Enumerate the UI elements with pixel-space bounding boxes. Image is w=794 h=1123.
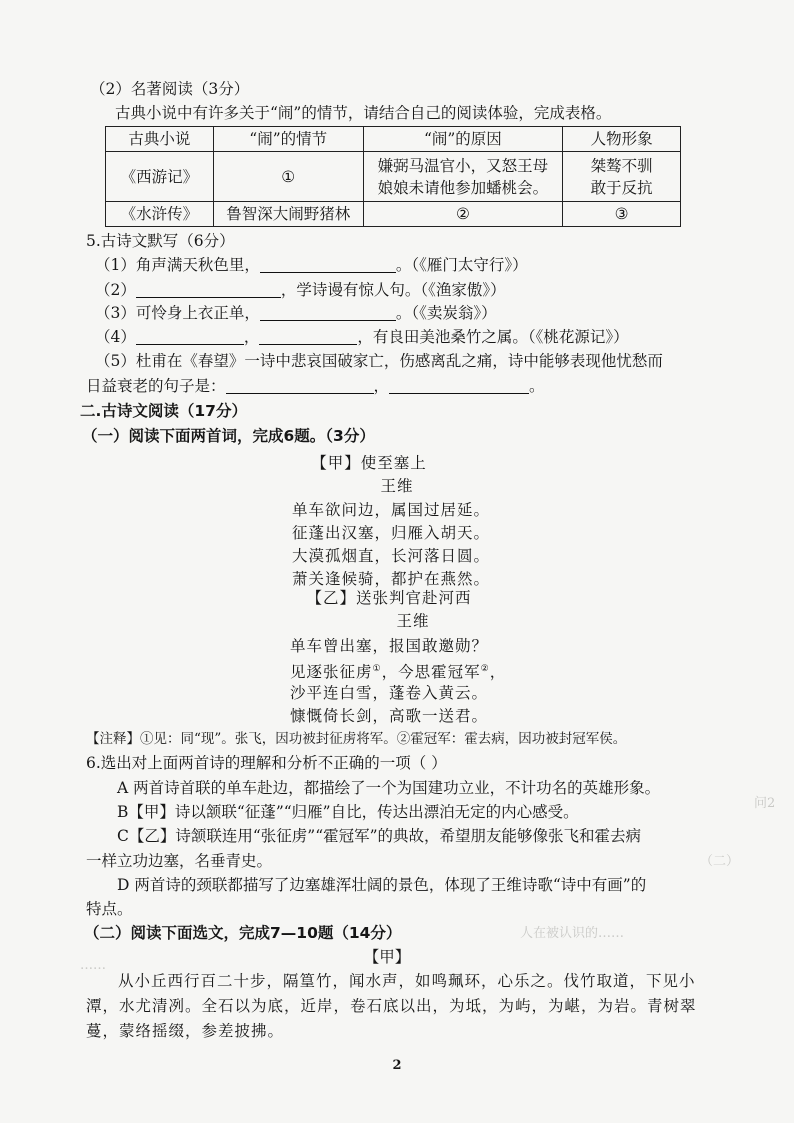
item-text: ，学诗谩有惊人句。（《渔家傲》）	[280, 281, 506, 299]
poem-2-line	[290, 658, 506, 683]
item-text: ，	[243, 328, 260, 346]
q6-option-b[interactable]: B【甲】诗以颔联“征蓬”“归雁”自比，传达出漂泊无定的内心感受。	[117, 803, 579, 821]
item-text: 。（《雁门太守行》）	[395, 256, 528, 274]
poem-1-author: 王维	[380, 477, 414, 495]
subsection-title: （二）阅读下面选文，完成7—10题（14分）	[84, 924, 402, 942]
poem-1-line: 单车欲问边，属国过居延。	[292, 501, 491, 519]
poem-1-line: 大漠孤烟直，长河落日圆。	[292, 547, 491, 565]
item-text: ，	[373, 377, 390, 395]
bleed-text: 问2	[754, 796, 776, 811]
poem-text: 见逐张征虏	[290, 663, 373, 682]
passage-line: 潭，水尤清冽。全石以为底，近岸，卷石底以出，为坻，为屿，为嵁，为岩。青树翠	[86, 997, 697, 1015]
poem-text: ，	[489, 663, 507, 682]
answer-blank[interactable]	[259, 328, 357, 345]
answer-blank[interactable]	[260, 304, 396, 321]
answer-blank[interactable]	[136, 281, 281, 298]
item-text: ，有良田美池桑竹之属。（《桃花源记》）	[357, 328, 629, 346]
q2-title: （2）名著阅读（3分）	[90, 80, 250, 98]
q5-item-4	[95, 326, 629, 348]
footnote-marker: ①	[372, 664, 382, 674]
subsection-title: （一）阅读下面两首词，完成6题。（3分）	[82, 427, 375, 445]
answer-blank[interactable]	[389, 377, 529, 394]
answer-blank[interactable]	[136, 328, 244, 345]
q5-item-2	[95, 279, 506, 301]
cell-line: 敢于反抗	[590, 178, 653, 197]
table-header: 人物形象	[563, 127, 681, 152]
table-cell: 鲁智深大闹野猪林	[213, 202, 363, 227]
item-text: 。	[529, 377, 545, 395]
item-text: 日益衰老的句子是：	[86, 377, 226, 395]
item-text: （2）	[95, 281, 136, 299]
table-cell	[363, 152, 563, 202]
bleed-text: （二）	[700, 854, 740, 869]
q6-option-c-cont: 一样立功边塞，名垂青史。	[86, 852, 273, 870]
poem-2-line: 单车曾出塞，报国敢邀勋？	[290, 637, 489, 655]
q6-option-d[interactable]: D 两首诗的颈联都描写了边塞雄浑壮阔的景色，体现了王维诗歌“诗中有画”的	[117, 876, 647, 894]
answer-blank[interactable]	[226, 377, 374, 394]
table-cell-answer-blank[interactable]: ③	[563, 202, 681, 227]
cell-line: 嫌弼马温官小，又怒王母	[377, 156, 549, 175]
poem-2-line: 慷慨倚长剑，高歌一送君。	[290, 707, 489, 725]
poem-1-line: 征蓬出汉塞，归雁入胡天。	[292, 524, 491, 542]
item-text: （3）可怜身上衣正单，	[95, 304, 260, 322]
table-cell: 《西游记》	[106, 152, 214, 202]
table-cell-answer-blank[interactable]: ②	[363, 202, 563, 227]
table-header: “闹”的原因	[363, 127, 563, 152]
q5-item-5-line1: （5）杜甫在《春望》一诗中悲哀国破家亡，伤感离乱之痛，诗中能够表现他忧愁而	[95, 352, 663, 370]
item-text: （1）角声满天秋色里，	[95, 256, 260, 274]
answer-blank[interactable]	[260, 256, 396, 273]
bleed-text: ……	[80, 958, 106, 973]
item-text: 。（《卖炭翁》）	[395, 304, 497, 322]
table-row	[106, 152, 681, 202]
footnote-marker: ②	[480, 664, 490, 674]
section-title: 二.古诗文阅读（17分）	[80, 402, 247, 420]
table-header: “闹”的情节	[213, 127, 363, 152]
table-header: 古典小说	[106, 127, 214, 152]
q2-instruction: 古典小说中有许多关于“闹”的情节，请结合自己的阅读体验，完成表格。	[115, 104, 612, 122]
q5-item-5-line2	[86, 375, 545, 397]
bleed-text: 人在被认识的……	[520, 926, 625, 941]
q6-stem: 6.选出对上面两首诗的理解和分析不正确的一项（ ）	[86, 754, 447, 772]
annotation-note: 【注释】①见：同“现”。张飞，因功被封征虏将军。②霍冠军：霍去病，因功被封冠军侯。	[86, 731, 627, 747]
passage-line: 蔓，蒙络摇缀，参差披拂。	[86, 1022, 285, 1040]
poem-2-title: 【乙】送张判官赴河西	[306, 589, 472, 607]
table-cell-answer-blank[interactable]: ①	[213, 152, 363, 202]
item-text: （4）	[95, 328, 136, 346]
poem-text: ，今思霍冠军	[381, 663, 481, 682]
q5-item-1	[95, 254, 528, 276]
table-cell	[563, 152, 681, 202]
cell-line: 娘娘未请他参加蟠桃会。	[377, 178, 549, 197]
table-cell: 《水浒传》	[106, 202, 214, 227]
passage-line: 从小丘西行百二十步，隔篁竹，闻水声，如鸣珮环，心乐之。伐竹取道，下见小	[118, 972, 696, 990]
page-number: 2	[392, 1058, 402, 1073]
cell-line: 桀骜不驯	[590, 156, 653, 175]
table-header-row	[106, 127, 681, 152]
q6-option-d-cont: 特点。	[86, 900, 133, 918]
poem-2-line: 沙平连白雪，蓬卷入黄云。	[290, 684, 489, 702]
novel-table	[105, 126, 681, 227]
poem-2-author: 王维	[396, 612, 430, 630]
passage-label: 【甲】	[363, 948, 411, 966]
table-row	[106, 202, 681, 227]
poem-1-title: 【甲】使至塞上	[311, 454, 427, 472]
q5-title: 5.古诗文默写（6分）	[86, 232, 235, 250]
q5-item-3	[95, 302, 497, 324]
q6-option-a[interactable]: A 两首诗首联的单车赴边，都描绘了一个为国建功立业，不计功名的英雄形象。	[117, 779, 661, 797]
poem-1-line: 萧关逢候骑，都护在燕然。	[292, 570, 491, 588]
q6-option-c[interactable]: C【乙】诗颔联连用“张征虏”“霍冠军”的典故，希望朋友能够像张飞和霍去病	[117, 827, 642, 845]
